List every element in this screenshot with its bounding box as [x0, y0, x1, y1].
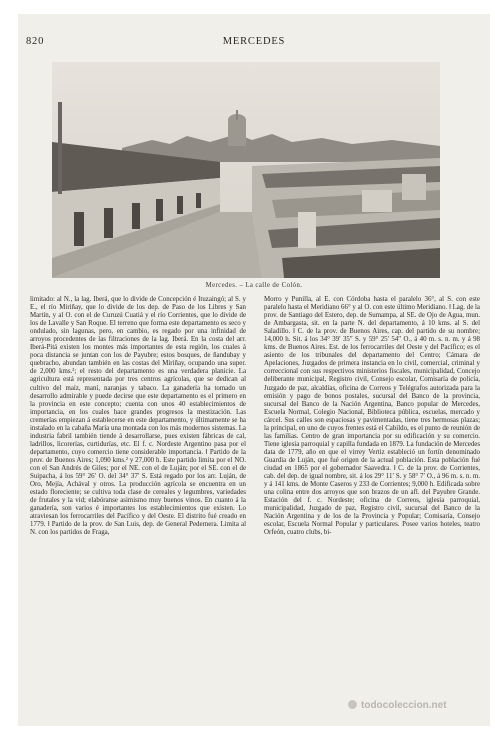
watermark-logo-icon — [348, 700, 357, 709]
street-photograph — [52, 62, 440, 278]
watermark — [348, 700, 488, 716]
book-page — [18, 14, 490, 726]
page-header — [18, 36, 490, 52]
photo-caption: Mercedes. – La calle de Colón. — [205, 282, 303, 289]
running-title: MERCEDES — [222, 36, 286, 47]
left-column-text: limitado: al N., la lag. Iberá, que lo divide de Concepción é Ituzaingó; al S. y E., el río Miriñay, que lo divide de los dep. de Paso de los Libres y San Martín, y al O. con el de Curuzú Cuatiá y el río Corrientes, que lo divide de los de Lavalle y San Roque. El terreno que forma este departamento es seco y ondulado, sin lagunas, pero, en cambio, es regado por una infinidad de arroyos procedentes de las filtraciones de la lag. Iberá. En la costa del arr. Iberá-Pitá existen los montes más importantes de esta región, los cuales á poca distancia se juntan con los de Payubre; estos bosques, de ñandubay y quebracho, abundan también en las costas del Miriñay, ocupando una super. de 2,000 kms.²; el resto del departamento es una verdadera planicie. La agricultura está representada por tres centros agrícolas, que se dedican al cultivo del maíz, maní, naranjas y tabaco. La ganadería ha tomado un desarrollo admirable y puede decirse que este departamento es el primero en la provincia en este concepto; cuenta con unos 40 establecimientos de importancia, en los cuales hace grandes progresos la mestización. Las cremerías empiezan á establecerse en este departamento, y últimamente se ha instalado en la cabaña María una montada con los más modernos sistemas. La industria fabril también tiende á desarrollarse, pues existen fábricas de cal, ladrillos, licorerías, curtidurías, etc. El f. c. Nordeste Argentino pasa por el departamento, cuyo comercio tiene considerable importancia. ‖ Partido de la prov. de Buenos Aires; 1,090 kms.² y 27,000 h. Este partido limita por el NO. con el San Andrés de Giles; por el NE. con el de Luján; por el SE. con el de Suipacha, á los 59° 26′ O. del 34° 37′ S. Está regado por los arr. Luján, de Oro, Mejía, Achával y otros. La producción agrícola se encuentra en un estado floreciente; se cultiva toda clase de cereales y legumbres, variedades de frutales y la vid; elabóranse asimismo muy buenos vinos. En cuanto á la ganadería, son varios é importantes los establecimientos que existen. Lo atraviesan los ferrocarriles del Pacífico y del Oeste. El distrito fué creado en 1779. ‖ Partido de la prov. de San Luis, dep. de General Pedernera. Limita al N. con los partidos de Fraga, — [30, 296, 246, 537]
text-column-right — [264, 296, 480, 537]
watermark-text: todocoleccion.net — [361, 700, 447, 711]
text-column-left — [30, 296, 246, 537]
right-column-text: Morro y Punilla, al E. con Córdoba hasta el paralelo 36°, al S. con este paralelo hasta el Meridiano 66° y al O. con este último Meridiano. ‖ Lag. de la prov. de Santiago del Estero, dep. de Sumampa, al SE. de Ojo de Agua, mun. de Ambargasta, sit. en la parte N. del departamento, á 10 kms. al S. del Saladillo. ‖ C. de la prov. de Buenos Aires, cap. del partido de su nombre; 14,000 h. Sit. á los 34° 39′ 35″ S. y 59° 25′ 54″ O., á 40 m. s. n. m. y á 98 kms. de Buenos Aires. Est. de los ferrocarriles del Oeste y del Pacífico; es el asiento de los tribunales del departamento del Centro; Cámara de Apelaciones, Juzgados de primera instancia en lo civil, comercial, criminal y correccional con sus respectivos ministerios fiscales, municipalidad, Concejo deliberante municipal, Registro civil, Consejo escolar, Comisaría de policía, Juzgado de paz, alcaldías, oficina de Correos y Telégrafos autorizada para la emisión y pago de bonos postales, sucursal del Banco de la provincia, sucursal del Banco de la Nación Argentina, Banco popular de Mercedes, Escuela Normal, Colegio Nacional, Biblioteca pública, escuelas, mercado y cárcel. Sus calles son espaciosas y pavimentadas, tiene tres hermosas plazas; la principal, en uno de cuyos frentes está el Cabildo, es el punto de reunión de las familias. Centro de gran importancia por su edificación y su comercio. Tiene iglesia parroquial y capilla fundada en 1879. La fundación de Mercedes data de 1779, año en que el virrey Vertiz estableció un fortín denominado Guardia de Luján, que fué origen de la actual población. Esta población fué ciudad en 1865 por el gobernador Saavedra. ‖ C. de la prov. de Corrientes, cab. del dep. de igual nombre, sit. á los 29° 11′ S. y 58° 7′ O., á 96 m. s. n. m. y á 141 kms. de Monte Caseros y 233 de Corrientes; 9,000 h. Edificada sobre una colina entre dos arroyos que son brazos de un afl. del Payubre Grande. Estación del f. c. Nordeste; oficina de Correos, iglesia parroquial, municipalidad, Juzgado de paz, Registro civil, sucursal del Banco de la Nación Argentina y de los de la Provincia y Popular; Comisaría, Consejo escolar, Escuela Normal Popular y particulares. Posee varios hoteles, teatro Orfeón, cuatro clubs, bi- — [264, 296, 480, 537]
page-number: 820 — [26, 36, 45, 47]
